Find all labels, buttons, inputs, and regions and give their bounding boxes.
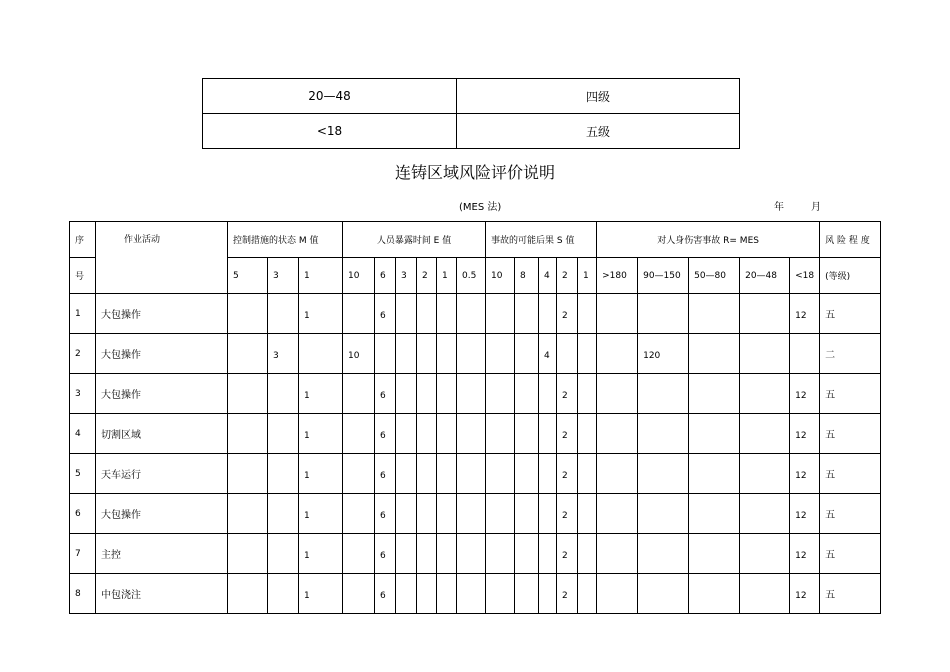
m-value-header-cell: 3 — [268, 258, 299, 294]
risk-level-table — [202, 78, 740, 149]
level-grade: 五级 — [457, 114, 740, 149]
e-value-cell — [417, 374, 437, 414]
s-value-cell — [486, 294, 515, 334]
r-value-cell — [597, 294, 638, 334]
r-value-cell — [597, 534, 638, 574]
e-value-cell — [375, 334, 396, 374]
risk-grade-cell: 二 — [820, 334, 881, 374]
level-range: <18 — [203, 114, 457, 149]
e-value-cell — [396, 574, 417, 614]
s-value-cell — [515, 414, 539, 454]
e-value-header-cell: 0.5 — [457, 258, 486, 294]
r-value-cell — [689, 334, 740, 374]
m-value-cell — [228, 494, 268, 534]
row-number: 8 — [70, 574, 96, 614]
row-number: 1 — [70, 294, 96, 334]
e-value-cell — [437, 574, 457, 614]
e-value-cell: 6 — [375, 454, 396, 494]
m-value-cell — [228, 574, 268, 614]
r-value-header-cell: >180 — [597, 258, 638, 294]
m-value-cell: 1 — [299, 414, 343, 454]
r-value-cell — [740, 454, 790, 494]
table-row — [70, 414, 881, 454]
s-value-cell: 2 — [557, 294, 578, 334]
r-value-cell — [689, 374, 740, 414]
e-value-cell: 6 — [375, 494, 396, 534]
s-value-cell — [539, 494, 557, 534]
risk-grade-cell: 五 — [820, 534, 881, 574]
s-value-header-cell: 10 — [486, 258, 515, 294]
e-value-cell — [457, 574, 486, 614]
s-value-cell: 2 — [557, 534, 578, 574]
e-value-cell — [437, 374, 457, 414]
e-value-cell — [417, 334, 437, 374]
s-value-cell — [539, 574, 557, 614]
s-value-header-cell: 4 — [539, 258, 557, 294]
e-value-cell — [396, 294, 417, 334]
m-value-header-cell: 5 — [228, 258, 268, 294]
s-value-cell — [578, 574, 597, 614]
r-value-cell — [689, 294, 740, 334]
m-value-header-cell: 1 — [299, 258, 343, 294]
s-value-header-cell: 2 — [557, 258, 578, 294]
e-value-cell — [343, 574, 375, 614]
r-value-cell — [740, 534, 790, 574]
m-value-cell: 1 — [299, 454, 343, 494]
s-value-cell — [578, 374, 597, 414]
seq-header: 序 — [70, 222, 96, 258]
risk-grade-cell: 五 — [820, 414, 881, 454]
s-value-header: 事故的可能后果 S 值 — [486, 222, 597, 258]
r-value-cell: 12 — [790, 494, 820, 534]
risk-grade-cell: 五 — [820, 494, 881, 534]
s-value-header-cell: 1 — [578, 258, 597, 294]
e-value-cell — [417, 574, 437, 614]
table-row — [70, 574, 881, 614]
e-value-cell — [343, 414, 375, 454]
row-number: 3 — [70, 374, 96, 414]
s-value-cell: 2 — [557, 374, 578, 414]
e-value-cell — [437, 454, 457, 494]
s-value-cell — [515, 574, 539, 614]
m-value-cell — [268, 454, 299, 494]
e-value-cell — [457, 414, 486, 454]
s-value-cell — [578, 414, 597, 454]
e-value-header-cell: 1 — [437, 258, 457, 294]
m-value-cell — [268, 294, 299, 334]
risk-grade-cell: 五 — [820, 294, 881, 334]
s-value-cell — [578, 294, 597, 334]
m-value-cell — [228, 534, 268, 574]
r-value-cell — [740, 334, 790, 374]
r-value-cell — [689, 454, 740, 494]
activity-cell: 天车运行 — [96, 454, 228, 494]
e-value-cell — [343, 454, 375, 494]
s-value-cell — [515, 494, 539, 534]
activity-cell: 大包操作 — [96, 494, 228, 534]
e-value-cell — [396, 534, 417, 574]
m-value-cell: 3 — [268, 334, 299, 374]
s-value-cell — [539, 374, 557, 414]
s-value-cell — [539, 454, 557, 494]
r-value-cell: 12 — [790, 454, 820, 494]
table-row — [70, 454, 881, 494]
r-value-cell — [790, 334, 820, 374]
level-grade: 四级 — [457, 79, 740, 114]
risk-grade-cell: 五 — [820, 374, 881, 414]
r-value-cell — [638, 374, 689, 414]
e-value-cell — [343, 294, 375, 334]
e-value-cell: 6 — [375, 574, 396, 614]
r-value-cell — [597, 414, 638, 454]
s-value-cell — [539, 414, 557, 454]
e-value-cell — [417, 454, 437, 494]
m-value-cell: 1 — [299, 574, 343, 614]
e-value-cell — [457, 374, 486, 414]
activity-header: 作业活动 — [96, 222, 228, 294]
r-value-cell — [740, 574, 790, 614]
level-row — [203, 114, 740, 149]
year-label: 年 — [774, 202, 784, 213]
r-value-cell: 12 — [790, 534, 820, 574]
s-value-cell — [539, 534, 557, 574]
e-value-cell — [457, 294, 486, 334]
r-value-cell: 12 — [790, 574, 820, 614]
s-value-cell: 4 — [539, 334, 557, 374]
risk-evaluation-table — [69, 221, 881, 614]
r-value-cell — [638, 574, 689, 614]
e-value-cell — [343, 374, 375, 414]
e-value-cell — [437, 534, 457, 574]
s-value-cell — [515, 294, 539, 334]
e-value-cell — [396, 334, 417, 374]
risk-grade-cell: 五 — [820, 454, 881, 494]
e-value-cell — [396, 494, 417, 534]
activity-cell: 大包操作 — [96, 294, 228, 334]
s-value-cell: 2 — [557, 454, 578, 494]
r-value-header-cell: 20—48 — [740, 258, 790, 294]
e-value-cell: 6 — [375, 294, 396, 334]
r-value-cell — [638, 454, 689, 494]
e-value-cell: 6 — [375, 534, 396, 574]
e-value-cell — [396, 454, 417, 494]
m-value-header: 控制措施的状态 M 值 — [228, 222, 343, 258]
s-value-cell — [578, 454, 597, 494]
s-value-cell — [486, 454, 515, 494]
e-value-cell: 6 — [375, 374, 396, 414]
r-value-cell — [597, 334, 638, 374]
m-value-cell — [268, 534, 299, 574]
s-value-cell: 2 — [557, 574, 578, 614]
row-number: 2 — [70, 334, 96, 374]
m-value-cell — [228, 414, 268, 454]
r-value-cell — [740, 494, 790, 534]
row-number: 6 — [70, 494, 96, 534]
r-value-cell — [597, 494, 638, 534]
activity-cell: 中包浇注 — [96, 574, 228, 614]
risk-degree-header: 风 险 程 度 — [820, 222, 881, 258]
r-value-cell — [638, 494, 689, 534]
s-value-cell — [515, 334, 539, 374]
e-value-cell — [457, 534, 486, 574]
m-value-cell — [228, 454, 268, 494]
r-value-cell — [689, 534, 740, 574]
s-value-cell — [539, 294, 557, 334]
e-value-cell — [343, 494, 375, 534]
m-value-cell — [268, 414, 299, 454]
m-value-cell — [299, 334, 343, 374]
r-value-header-cell: 90—150 — [638, 258, 689, 294]
r-value-cell — [740, 374, 790, 414]
s-value-cell — [578, 494, 597, 534]
e-value-cell — [417, 494, 437, 534]
s-value-cell — [486, 494, 515, 534]
activity-cell: 切割区域 — [96, 414, 228, 454]
r-value-cell — [689, 574, 740, 614]
e-value-header-cell: 2 — [417, 258, 437, 294]
e-value-cell — [437, 494, 457, 534]
e-value-cell — [396, 414, 417, 454]
level-row — [203, 79, 740, 114]
risk-grade-header: (等级) — [820, 258, 881, 294]
table-row — [70, 534, 881, 574]
page-title: 连铸区域风险评价说明 — [394, 163, 555, 182]
s-value-cell — [486, 414, 515, 454]
s-value-cell — [578, 534, 597, 574]
m-value-cell — [228, 334, 268, 374]
s-value-header-cell: 8 — [515, 258, 539, 294]
e-value-cell — [457, 454, 486, 494]
e-value-cell — [437, 334, 457, 374]
r-value-cell: 120 — [638, 334, 689, 374]
r-value-cell — [689, 494, 740, 534]
r-value-cell — [740, 294, 790, 334]
method-label: (MES 法) — [459, 202, 502, 213]
m-value-cell: 1 — [299, 494, 343, 534]
risk-grade-cell: 五 — [820, 574, 881, 614]
m-value-cell — [268, 494, 299, 534]
m-value-cell: 1 — [299, 294, 343, 334]
e-value-header-cell: 6 — [375, 258, 396, 294]
s-value-cell — [515, 374, 539, 414]
e-value-cell — [437, 414, 457, 454]
m-value-cell — [268, 574, 299, 614]
e-value-cell — [457, 334, 486, 374]
r-value-cell — [597, 374, 638, 414]
e-value-cell — [417, 534, 437, 574]
e-value-cell — [396, 374, 417, 414]
row-number: 5 — [70, 454, 96, 494]
s-value-cell: 2 — [557, 494, 578, 534]
s-value-cell — [486, 534, 515, 574]
s-value-cell: 2 — [557, 414, 578, 454]
s-value-cell — [557, 334, 578, 374]
s-value-cell — [578, 334, 597, 374]
r-value-cell: 12 — [790, 294, 820, 334]
m-value-cell — [228, 374, 268, 414]
s-value-cell — [486, 374, 515, 414]
r-value-header: 对人身伤害事故 R= MES — [597, 222, 820, 258]
r-value-header-cell: <18 — [790, 258, 820, 294]
table-row — [70, 334, 881, 374]
month-label: 月 — [811, 202, 821, 213]
activity-cell: 主控 — [96, 534, 228, 574]
m-value-cell — [268, 374, 299, 414]
r-value-cell — [597, 574, 638, 614]
seq-header-bottom: 号 — [70, 258, 96, 294]
m-value-cell: 1 — [299, 534, 343, 574]
e-value-cell — [343, 534, 375, 574]
header-row-1 — [70, 222, 881, 258]
s-value-cell — [515, 454, 539, 494]
e-value-header: 人员暴露时间 E 值 — [343, 222, 486, 258]
e-value-cell — [457, 494, 486, 534]
e-value-cell: 6 — [375, 414, 396, 454]
r-value-cell — [740, 414, 790, 454]
e-value-cell — [437, 294, 457, 334]
r-value-cell — [638, 294, 689, 334]
e-value-header-cell: 10 — [343, 258, 375, 294]
table-row — [70, 494, 881, 534]
s-value-cell — [515, 534, 539, 574]
r-value-cell — [689, 414, 740, 454]
row-number: 7 — [70, 534, 96, 574]
r-value-cell — [638, 414, 689, 454]
level-range: 20—48 — [203, 79, 457, 114]
s-value-cell — [486, 334, 515, 374]
table-row — [70, 294, 881, 334]
r-value-cell: 12 — [790, 374, 820, 414]
m-value-cell — [228, 294, 268, 334]
e-value-header-cell: 3 — [396, 258, 417, 294]
table-row — [70, 374, 881, 414]
r-value-cell — [597, 454, 638, 494]
e-value-cell: 10 — [343, 334, 375, 374]
r-value-cell — [638, 534, 689, 574]
r-value-header-cell: 50—80 — [689, 258, 740, 294]
activity-cell: 大包操作 — [96, 334, 228, 374]
e-value-cell — [417, 294, 437, 334]
r-value-cell: 12 — [790, 414, 820, 454]
m-value-cell: 1 — [299, 374, 343, 414]
e-value-cell — [417, 414, 437, 454]
activity-cell: 大包操作 — [96, 374, 228, 414]
s-value-cell — [486, 574, 515, 614]
row-number: 4 — [70, 414, 96, 454]
